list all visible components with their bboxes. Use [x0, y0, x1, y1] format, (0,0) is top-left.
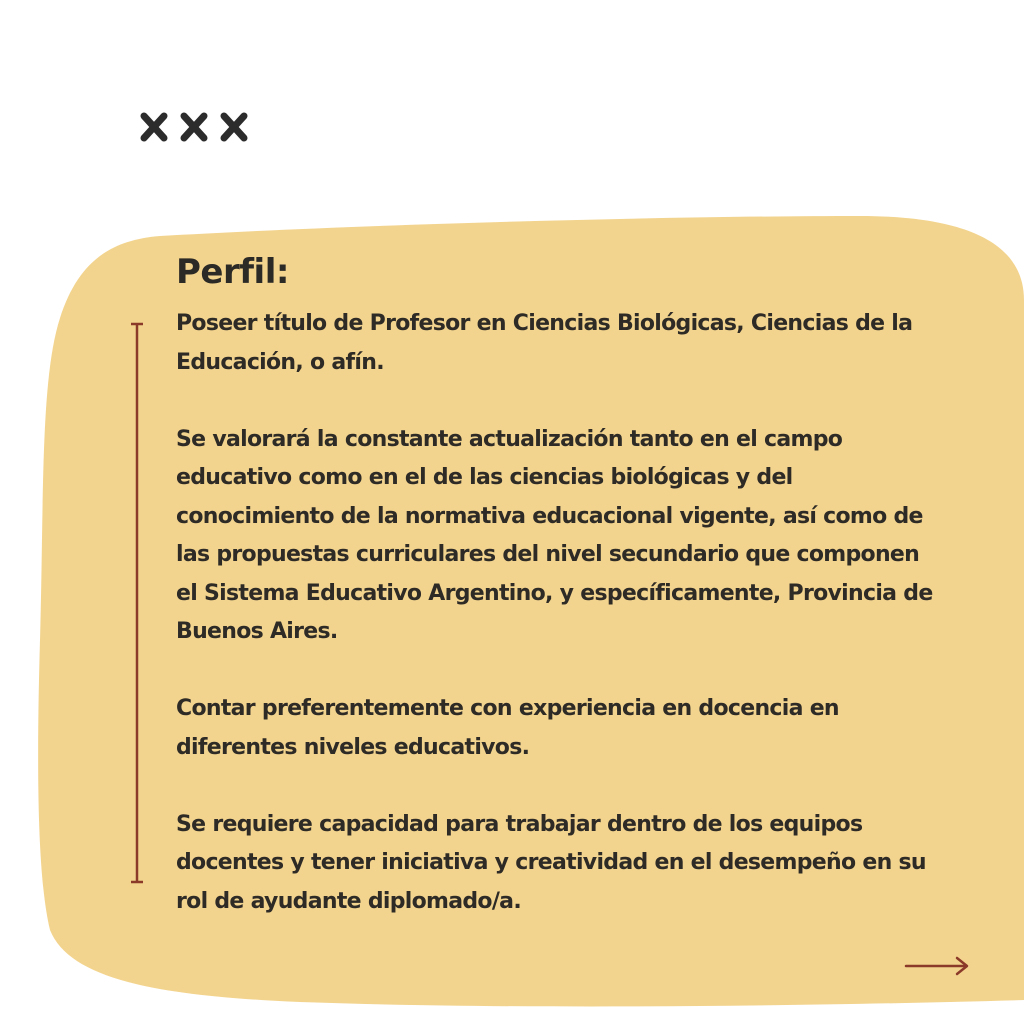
profile-text — [176, 305, 936, 921]
vertical-accent-rule — [130, 322, 144, 884]
paragraph-continuous-training: Se valorará la constante actualización tanto en el campo educativo como en el de las ciencias biológicas y del conocimiento de la normativa educacional vigente, así como de las propuestas curriculares del nivel secundario que componen el Sistema Educativo Argentino, y específicamente, Provincia de Buenos Aires. — [176, 426, 933, 644]
section-title: Perfil: — [176, 252, 289, 292]
paragraph-experience: Contar preferentemente con experiencia en docencia en diferentes niveles educativos. — [176, 696, 839, 760]
paragraph-teamwork: Se requiere capacidad para trabajar dentro de los equipos docentes y tener iniciativa y creatividad en el desempeño en su rol de ayudante diplomado/a. — [176, 811, 926, 914]
paragraph-title-requirement: Poseer título de Profesor en Ciencias Biológicas, Ciencias de la Educación, o afín. — [176, 311, 913, 375]
arrow-right-icon[interactable] — [904, 955, 970, 977]
